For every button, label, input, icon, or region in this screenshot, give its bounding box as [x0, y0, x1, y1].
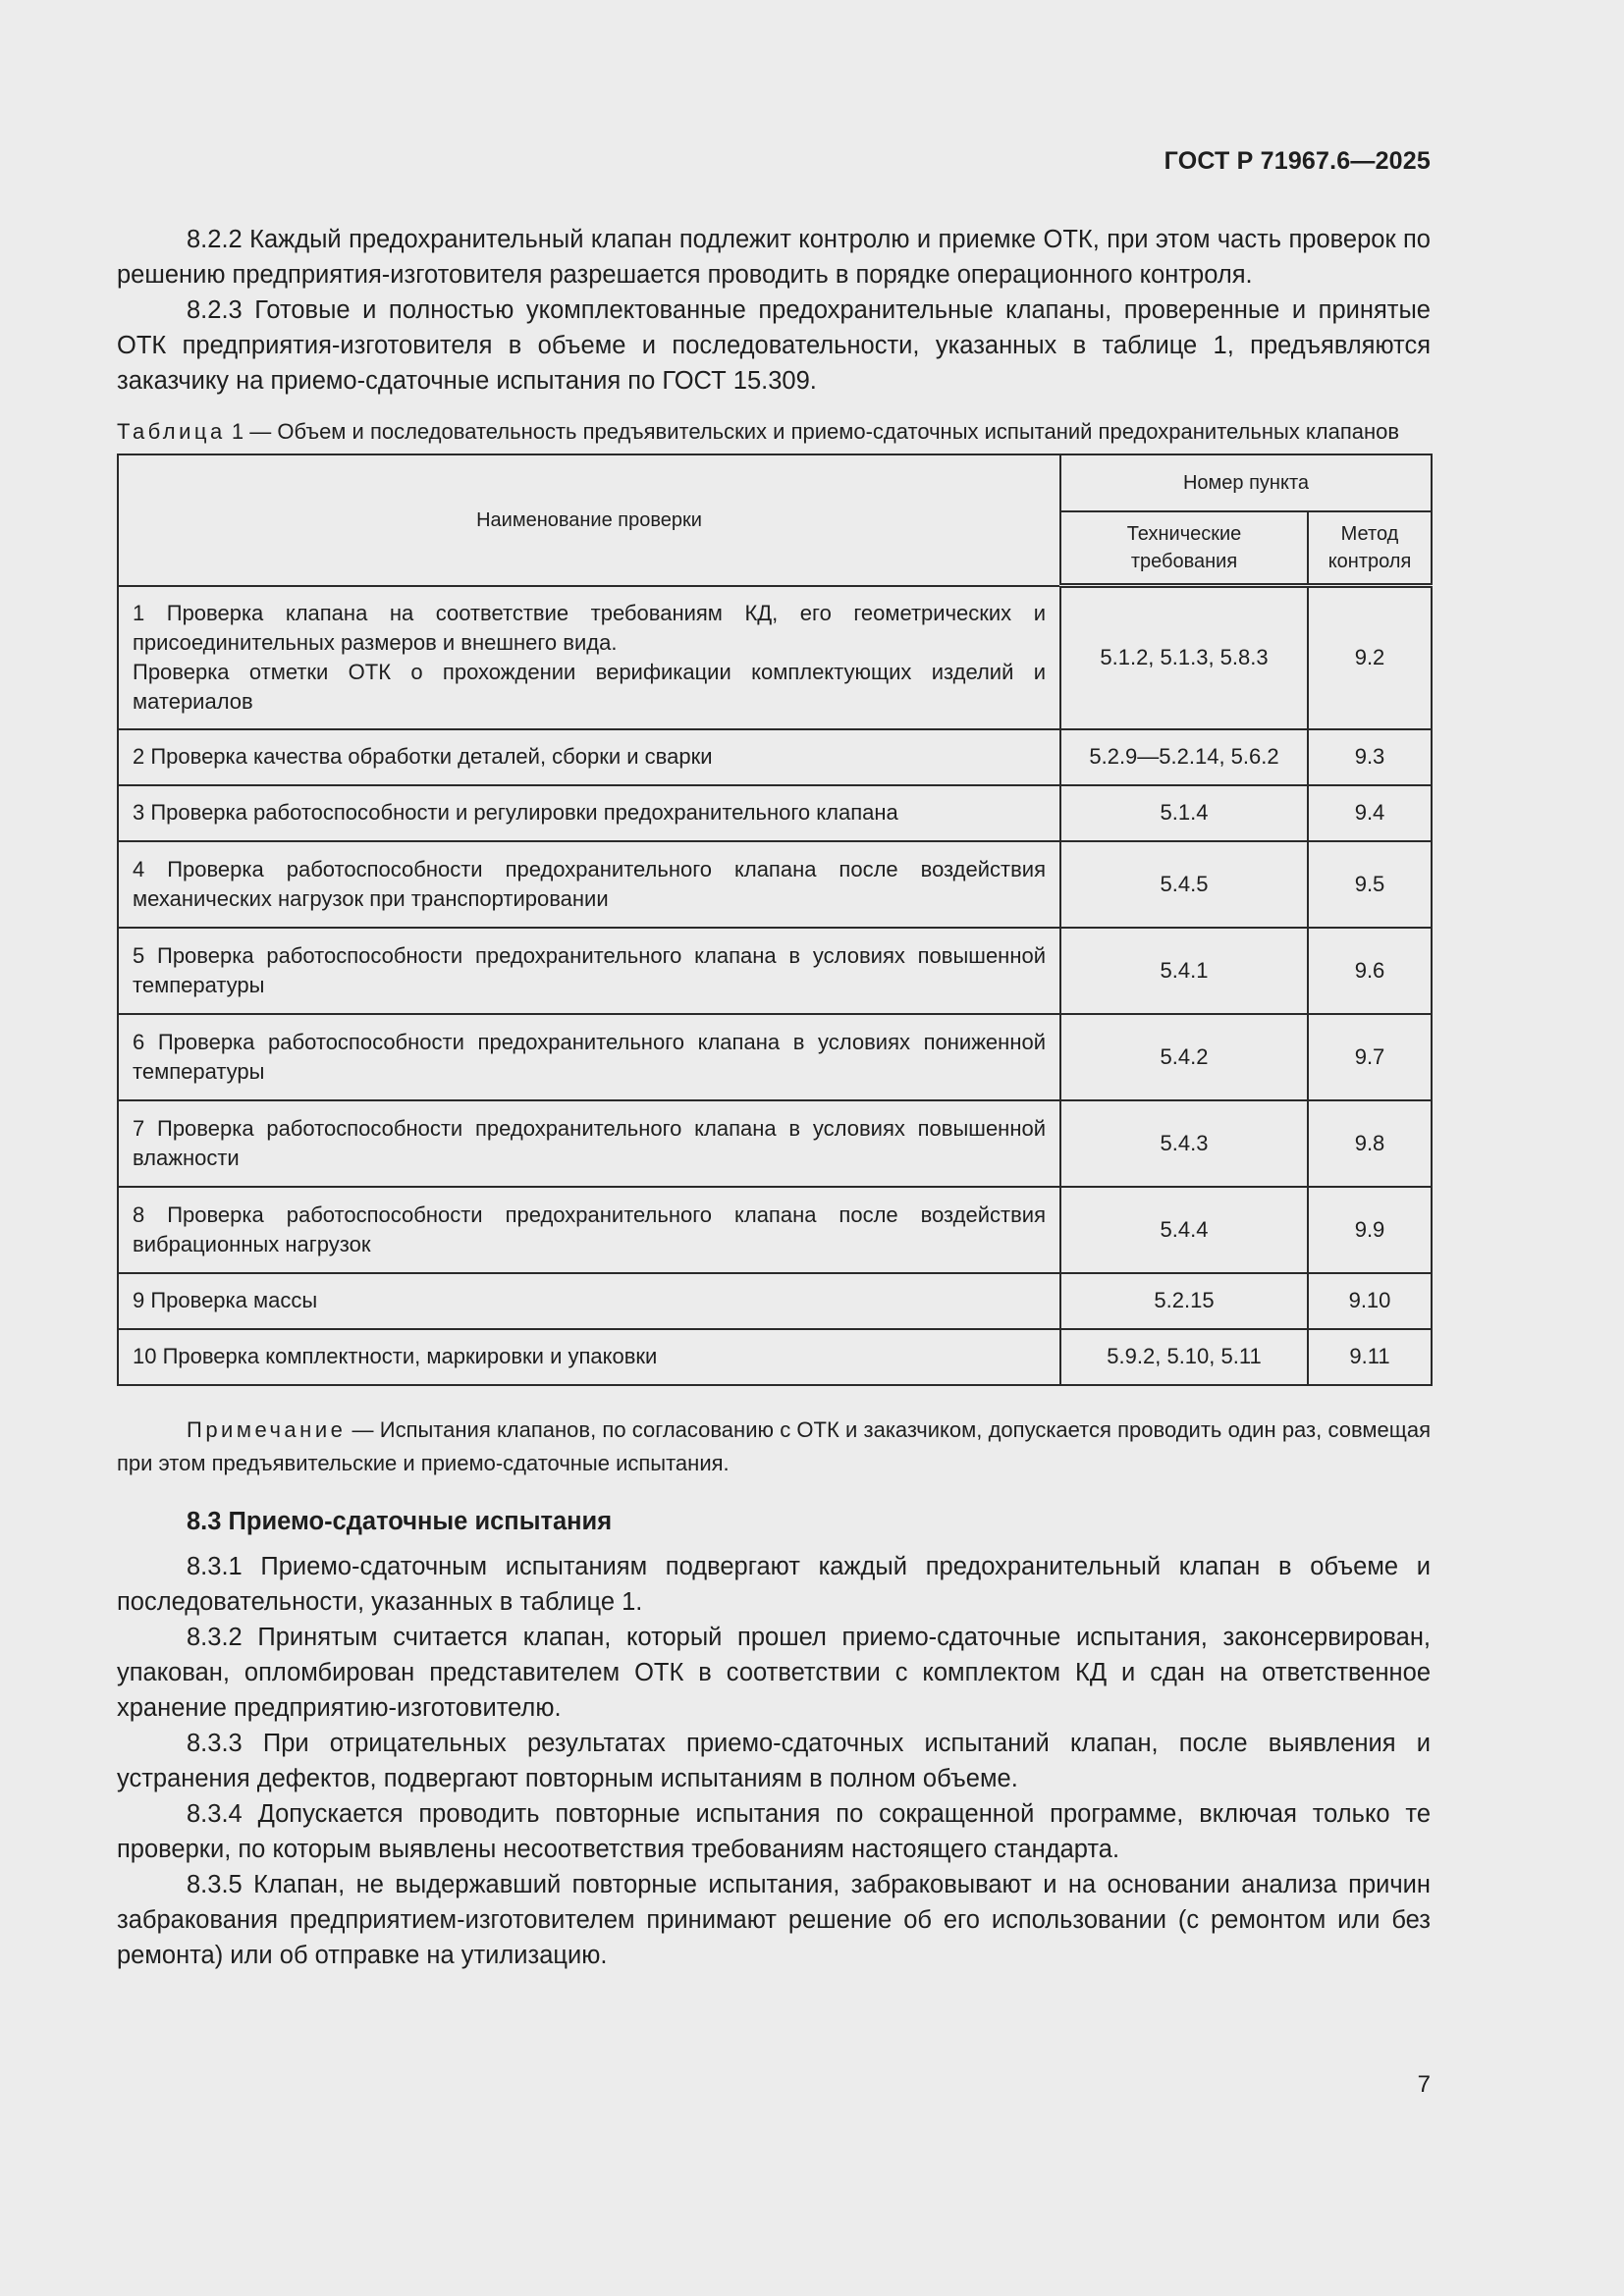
header-method: Метод контроля	[1308, 511, 1432, 586]
row-name: 6 Проверка работоспособности предохранительного клапана в условиях пониженной температуры	[118, 1014, 1060, 1100]
paragraph-8-2-3: 8.2.3 Готовые и полностью укомплектованные предохранительные клапаны, проверенные и принятые ОТК предприятия-изготовителя в объеме и последовательности, указанных в таблице 1, предъявляются заказчику на приемо-сдаточные испытания по ГОСТ 15.309.	[117, 296, 1431, 395]
paragraph-8-3-2: 8.3.2 Принятым считается клапан, который прошел приемо-сдаточные испытания, законсервирован, упакован, опломбирован представителем ОТК в соответствии с комплектом КД и сдан на ответственное хранение предприятию-изготовителю.	[117, 1623, 1431, 1722]
table-row	[118, 1100, 1432, 1187]
row-method: 9.8	[1308, 1100, 1432, 1187]
row-method: 9.7	[1308, 1014, 1432, 1100]
table-row	[118, 1329, 1432, 1385]
paragraph-8-3-4: 8.3.4 Допускается проводить повторные испытания по сокращенной программе, включая только те проверки, по которым выявлены несоответствия требованиям настоящего стандарта.	[117, 1799, 1431, 1863]
row-name: 3 Проверка работоспособности и регулировки предохранительного клапана	[118, 785, 1060, 841]
paragraph-8-2-2: 8.2.2 Каждый предохранительный клапан подлежит контролю и приемке ОТК, при этом часть проверок по решению предприятия-изготовителя разрешается проводить в порядке операционного контроля.	[117, 226, 1431, 289]
tests-table	[117, 454, 1433, 1386]
row-method: 9.4	[1308, 785, 1432, 841]
row-name: 4 Проверка работоспособности предохранительного клапана после воздействия механических нагрузок при транспортировании	[118, 841, 1060, 928]
table-row	[118, 1273, 1432, 1329]
table-row	[118, 928, 1432, 1014]
row-method: 9.2	[1308, 586, 1432, 729]
row-tech: 5.2.9—5.2.14, 5.6.2	[1060, 729, 1308, 785]
page-content	[117, 222, 1431, 1973]
table-note	[117, 1414, 1431, 1480]
row-method: 9.5	[1308, 841, 1432, 928]
note-text: — Испытания клапанов, по согласованию с ОТК и заказчиком, допускается проводить один раз, совмещая при этом предъявительские и приемо-сдаточные испытания.	[117, 1416, 1431, 1475]
row-tech: 5.4.1	[1060, 928, 1308, 1014]
row-tech: 5.9.2, 5.10, 5.11	[1060, 1329, 1308, 1385]
table-row	[118, 729, 1432, 785]
row-tech: 5.4.5	[1060, 841, 1308, 928]
row-tech: 5.4.3	[1060, 1100, 1308, 1187]
table-row	[118, 785, 1432, 841]
page-number: 7	[1417, 2071, 1431, 2098]
row-tech: 5.1.2, 5.1.3, 5.8.3	[1060, 586, 1308, 729]
row-name-text-2: Проверка отметки ОТК о прохождении верификации комплектующих изделий и материалов	[133, 659, 1046, 714]
paragraph-8-3-3: 8.3.3 При отрицательных результатах приемо-сдаточных испытаний клапан, после выявления и устранения дефектов, подвергают повторным испытаниям в полном объеме.	[117, 1729, 1431, 1792]
row-method: 9.9	[1308, 1187, 1432, 1273]
row-name: 5 Проверка работоспособности предохранительного клапана в условиях повышенной температуры	[118, 928, 1060, 1014]
row-tech: 5.4.2	[1060, 1014, 1308, 1100]
table-row	[118, 1014, 1432, 1100]
row-tech: 5.2.15	[1060, 1273, 1308, 1329]
table-row	[118, 1187, 1432, 1273]
row-name: 10 Проверка комплектности, маркировки и упаковки	[118, 1329, 1060, 1385]
section-title: 8.3 Приемо-сдаточные испытания	[187, 1507, 613, 1535]
row-name: 8 Проверка работоспособности предохранительного клапана после воздействия вибрационных нагрузок	[118, 1187, 1060, 1273]
header-tech: Технические требования	[1060, 511, 1308, 586]
row-method: 9.3	[1308, 729, 1432, 785]
row-name: 2 Проверка качества обработки деталей, сборки и сварки	[118, 729, 1060, 785]
paragraph-8-3-1: 8.3.1 Приемо-сдаточным испытаниям подвергают каждый предохранительный клапан в объеме и последовательности, указанных в таблице 1.	[117, 1552, 1431, 1616]
table-caption	[117, 416, 1431, 447]
row-method: 9.11	[1308, 1329, 1432, 1385]
note-label: Примечание	[187, 1416, 347, 1442]
header-group: Номер пункта	[1060, 454, 1432, 511]
table-row	[118, 841, 1432, 928]
row-method: 9.10	[1308, 1273, 1432, 1329]
header-name: Наименование проверки	[118, 454, 1060, 586]
row-name-text: 1 Проверка клапана на соответствие требованиям КД, его геометрических и присоединительных размеров и внешнего вида.	[133, 600, 1046, 655]
row-name	[118, 586, 1060, 729]
table-caption-label: Таблица	[117, 419, 226, 444]
row-name: 7 Проверка работоспособности предохранительного клапана в условиях повышенной влажности	[118, 1100, 1060, 1187]
table-caption-text: 1 — Объем и последовательность предъявительских и приемо-сдаточных испытаний предохранительных клапанов	[225, 419, 1400, 444]
standard-code: ГОСТ Р 71967.6—2025	[1164, 147, 1431, 175]
row-tech: 5.1.4	[1060, 785, 1308, 841]
row-tech: 5.4.4	[1060, 1187, 1308, 1273]
row-name: 9 Проверка массы	[118, 1273, 1060, 1329]
table-row	[118, 586, 1432, 729]
row-method: 9.6	[1308, 928, 1432, 1014]
paragraph-8-3-5: 8.3.5 Клапан, не выдержавший повторные испытания, забраковывают и на основании анализа причин забракования предприятием-изготовителем принимают решение об его использовании (с ремонтом или без ремонта) или об отправке на утилизацию.	[117, 1870, 1431, 1969]
